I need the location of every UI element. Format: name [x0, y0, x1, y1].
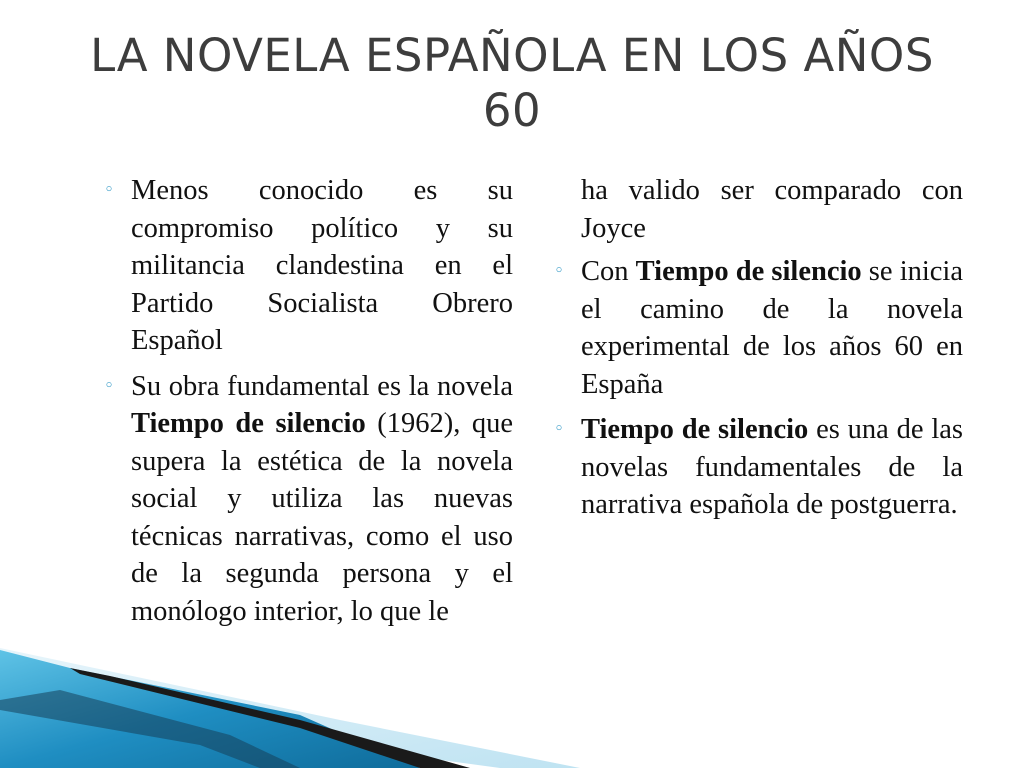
- bullet-icon: ◦: [554, 419, 565, 439]
- book-title: Tiempo de silencio: [635, 256, 862, 287]
- bullet-text: Menos conocido es su compromiso político y su militancia clandestina en el Partido Socialista Obrero Español: [131, 175, 513, 356]
- book-title: Tiempo de silencio: [131, 408, 366, 439]
- bullet-text: Tiempo de silencio es una de las novelas fundamentales de la narrativa española de postguerra.: [581, 414, 963, 520]
- left-column: [104, 172, 513, 638]
- book-title: Tiempo de silencio: [581, 414, 809, 445]
- bullet-item: [104, 368, 513, 631]
- corner-dark-stripe-2: [0, 690, 300, 768]
- bullet-item: [554, 411, 963, 524]
- bullet-text: Con Tiempo de silencio se inicia el camino de la novela experimental de los años 60 en España: [581, 256, 963, 400]
- right-column: [554, 172, 963, 532]
- corner-blue-band: [0, 650, 420, 768]
- bullet-icon: ◦: [104, 375, 115, 396]
- bullet-text: Su obra fundamental es la novela Tiempo de silencio (1962), que supera la estética de la novela social y utiliza las nuevas técnicas narrativas, como el uso de la segunda persona y el monólogo interior, lo que le: [131, 370, 513, 627]
- corner-light-band: [0, 648, 580, 768]
- continuation-text: ha valido ser comparado con Joyce: [581, 175, 963, 244]
- slide-title: LA NOVELA ESPAÑOLA EN LOS AÑOS 60: [90, 29, 934, 137]
- bullet-icon: ◦: [104, 180, 115, 200]
- bullet-item: [554, 253, 963, 403]
- bullet-item: [104, 172, 513, 360]
- corner-dark-stripe: [70, 668, 470, 768]
- bullet-icon: ◦: [554, 261, 565, 281]
